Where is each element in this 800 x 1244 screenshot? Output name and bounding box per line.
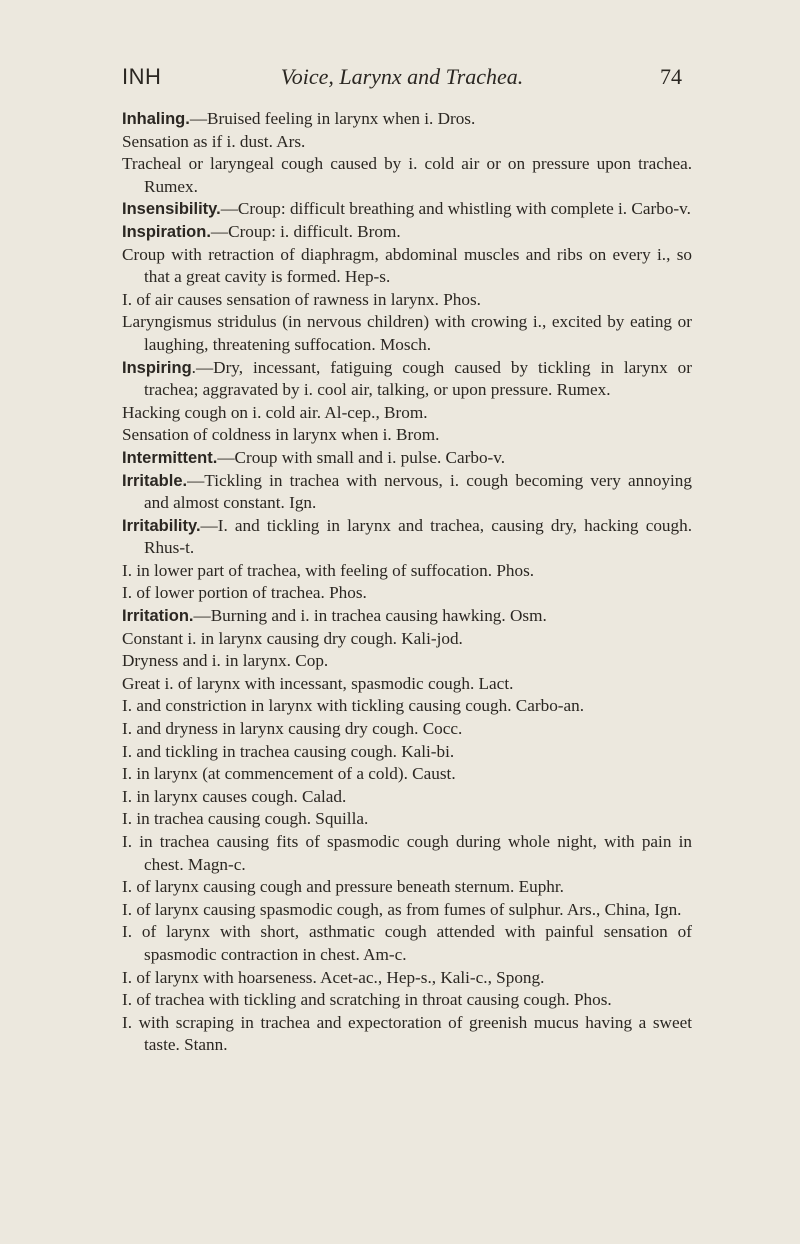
sub-entry (122, 402, 692, 425)
entry-text: —Tickling in trachea with nervous, i. cough becoming very annoying and almost constant. Ign. (144, 470, 692, 513)
entry-text: I. in larynx causes cough. Calad. (122, 786, 347, 806)
entry-text: —I. and tickling in larynx and trachea, causing dry, hacking cough. Rhus-t. (144, 515, 692, 558)
sub-entry (122, 741, 692, 764)
rubric-keyword: Inhaling. (122, 110, 190, 128)
entry-text: I. of lower portion of trachea. Phos. (122, 583, 367, 603)
sub-entry (122, 1012, 692, 1057)
rubric-keyword: Irritability. (122, 516, 201, 535)
sub-entry (122, 989, 692, 1012)
sub-entry (122, 718, 692, 741)
sub-entry (122, 876, 692, 899)
sub-entry (122, 695, 692, 718)
sub-entry (122, 786, 692, 809)
entry-text: I. of larynx with hoarseness. Acet-ac., Hep-s., Kali-c., Spong. (122, 967, 545, 987)
rubric-keyword: Inspiration. (122, 222, 211, 241)
entry-text: Croup with retraction of diaphragm, abdominal muscles and ribs on every i., so that a great cavity is formed. Hep-s. (122, 244, 692, 287)
entry-text: —Croup: difficult breathing and whistling with complete i. Carbo-v. (220, 199, 691, 219)
entry-text: I. of trachea with tickling and scratching in throat causing cough. Phos. (122, 990, 612, 1010)
sub-entry (122, 763, 692, 786)
rubric-keyword: Inspiring (122, 358, 192, 377)
sub-entry (122, 831, 692, 876)
entry-text: —Bruised feeling in larynx when i. Dros. (189, 109, 476, 128)
entry-text: I. and tickling in trachea causing cough. Kali-bi. (122, 741, 455, 761)
rubric-entry (122, 357, 692, 402)
sub-entry (122, 673, 692, 696)
rubric-keyword: Intermittent. (122, 448, 218, 467)
sub-entry (122, 153, 692, 198)
entry-text: .—Dry, incessant, fatiguing cough caused by tickling in larynx or trachea; aggravated by i. cool air, talking, or upon pressure. Rumex. (144, 357, 692, 400)
rubric-entry (122, 108, 692, 131)
entry-text: —Burning and i. in trachea causing hawking. Osm. (193, 606, 547, 626)
rubric-entry (122, 470, 692, 515)
entry-text: —Croup: i. difficult. Brom. (210, 221, 401, 241)
entry-text: Hacking cough on i. cold air. Al-cep., Brom. (122, 402, 428, 422)
rubric-entry (122, 198, 692, 221)
sub-entry (122, 131, 692, 154)
sub-entry (122, 967, 692, 990)
rubric-keyword: Irritable. (122, 471, 188, 490)
sub-entry (122, 921, 692, 966)
rubric-keyword: Irritation. (122, 607, 194, 626)
sub-entry (122, 650, 692, 673)
page-number: 74 (660, 64, 682, 89)
sub-entry (122, 628, 692, 651)
header-index-letters: INH (122, 64, 162, 89)
rubric-entry (122, 515, 692, 560)
entry-text: —Croup with small and i. pulse. Carbo-v. (217, 447, 506, 467)
entry-text: Great i. of larynx with incessant, spasmodic cough. Lact. (122, 673, 514, 693)
entry-text: Sensation of coldness in larynx when i. Brom. (122, 425, 440, 445)
sub-entry (122, 899, 692, 922)
header-title: Voice, Larynx and Trachea. (280, 64, 524, 89)
rubric-entry (122, 221, 692, 244)
repertory-entries (122, 108, 692, 1057)
sub-entry (122, 311, 692, 356)
rubric-entry (122, 447, 692, 470)
entry-text: Constant i. in larynx causing dry cough. Kali-jod. (122, 628, 463, 648)
entry-text: I. of air causes sensation of rawness in larynx. Phos. (122, 289, 481, 309)
sub-entry (122, 424, 692, 447)
rubric-keyword: Insensibility. (122, 200, 221, 219)
entry-text: I. with scraping in trachea and expectoration of greenish mucus having a sweet taste. Stann. (122, 1012, 692, 1055)
entry-text: Dryness and i. in larynx. Cop. (122, 651, 329, 671)
sub-entry (122, 808, 692, 831)
entry-text: Sensation as if i. dust. Ars. (122, 131, 306, 151)
sub-entry (122, 244, 692, 289)
running-header (122, 64, 682, 94)
sub-entry (122, 560, 692, 583)
sub-entry (122, 289, 692, 312)
entry-text: I. and constriction in larynx with tickling causing cough. Carbo-an. (122, 696, 585, 716)
entry-text: I. in larynx (at commencement of a cold). Caust. (122, 764, 456, 784)
entry-text: I. in trachea causing fits of spasmodic cough during whole night, with pain in chest. Magn-c. (122, 832, 692, 874)
entry-text: Laryngismus stridulus (in nervous children) with crowing i., excited by eating or laughing, threatening suffocation. Mosch. (122, 312, 692, 354)
entry-text: I. and dryness in larynx causing dry cough. Cocc. (122, 719, 463, 739)
entry-text: I. in trachea causing cough. Squilla. (122, 809, 369, 829)
entry-text: I. of larynx causing cough and pressure beneath sternum. Euphr. (122, 877, 564, 897)
entry-text: I. in lower part of trachea, with feeling of suffocation. Phos. (122, 560, 535, 580)
entry-text: Tracheal or laryngeal cough caused by i. cold air or on pressure upon trachea. Rumex. (122, 154, 692, 196)
entry-text: I. of larynx with short, asthmatic cough attended with painful sensation of spasmodic contraction in chest. Am-c. (122, 922, 692, 964)
sub-entry (122, 582, 692, 605)
entry-text: I. of larynx causing spasmodic cough, as from fumes of sulphur. Ars., China, Ign. (122, 899, 682, 919)
rubric-entry (122, 605, 692, 628)
